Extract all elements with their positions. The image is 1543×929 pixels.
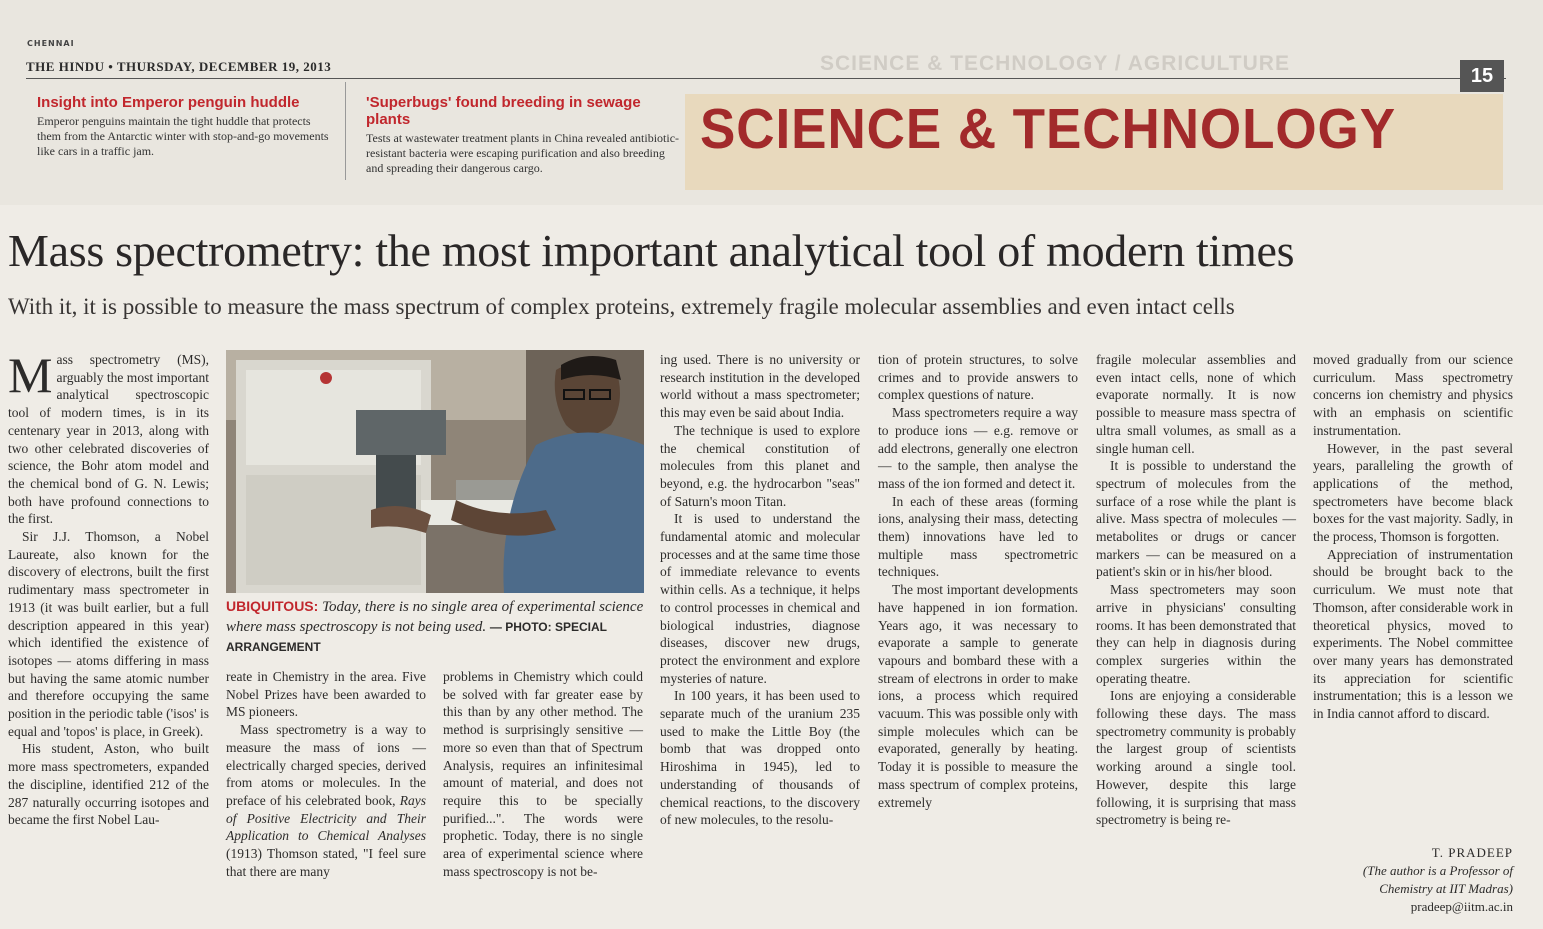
paragraph: His student, Aston, who built more mass spectrometers, expanded the discipline, identified 212 of the 287 naturally occurring isotopes and became the first Nobel Lau-	[8, 741, 209, 828]
teaser-title: 'Superbugs' found breeding in sewage plants	[366, 94, 641, 128]
bleed-through-text: SCIENCE & TECHNOLOGY / AGRICULTURE	[820, 52, 1290, 75]
author-signature	[1313, 844, 1513, 916]
section-banner: SCIENCE & TECHNOLOGY	[700, 97, 1397, 161]
paragraph: Ions are enjoying a considerable following these days. The mass spectrometry community is probably the largest group of scientists working around a single tool. However, despite this large following, it is surprising that mass spectrometry is being re-	[1096, 688, 1296, 828]
author-name: T. PRADEEP	[1431, 845, 1513, 860]
paragraph: Mass spectrometry is a way to measure the mass of ions — electrically charged species, derived from atoms or molecules. In the preface of his celebrated book,	[226, 722, 426, 808]
paragraph: (1913) Thomson stated, "I feel sure that there are many	[226, 846, 426, 879]
paragraph: fragile molecular assemblies and even intact cells, none of which evaporate normally. It is now possible to measure mass spectra of ultra small volumes, as small as a single human cell.	[1096, 352, 1296, 456]
article-column-1	[8, 347, 209, 829]
article-column-2	[226, 668, 426, 880]
paragraph: reate in Chemistry in the area. Five Nobel Prizes have been awarded to MS pioneers.	[226, 669, 426, 720]
author-note: (The author is a Professor of Chemistry at IIT Madras)	[1362, 863, 1513, 896]
paragraph: It is used to understand the fundamental atomic and molecular processes and at the same time those of immediate relevance to events within cells. As a technique, it helps to control processes in chemical and biological industries, diagnose diseases, discover new drugs, protect the environment and explore mysteries of nature.	[660, 511, 860, 686]
paragraph: Appreciation of instrumentation should be brought back to the curriculum. We must note that Thomson, after considerable work in theoretical physics, moved to experiments. The Nobel committee over many years has demonstrated its appreciation for scientific instrumentation; this is a lesson we in India cannot afford to discard.	[1313, 546, 1513, 722]
teaser-penguin	[37, 94, 337, 159]
paragraph: The most important developments have happened in ion formation. Years ago, it was necessary to evaporate a sample to generate vapours and bombard these with a stream of electrons in order to make ions, a process which required vacuum. This was possible only with simple molecules which can be evaporated, generally by heating. Today it is possible to measure the mass spectrum of complex proteins, extremely	[878, 582, 1078, 810]
teaser-text: Emperor penguins maintain the tight huddle that protects them from the Antarctic winter with stop-and-go movements like cars in a traffic jam.	[37, 114, 329, 158]
lab-photo	[226, 350, 644, 593]
paragraph: moved gradually from our science curriculum. Mass spectrometry concerns ion chemistry and physics with an emphasis on scientific instrumentation.	[1313, 352, 1513, 438]
photo-illustration	[226, 350, 644, 593]
article-column-6	[1096, 351, 1296, 829]
teaser-divider	[345, 82, 346, 180]
paragraph: In each of these areas (forming ions, analysing their mass, detecting them) innovations have led to multiple mass spectrometric techniques.	[878, 493, 1078, 580]
paragraph: However, in the past several years, paralleling the growth of applications of the method, spectrometers have become black boxes for the vast majority. Sadly, in the process, Thomson is forgotten.	[1313, 440, 1513, 545]
article-column-5	[878, 351, 1078, 811]
photo-caption	[226, 597, 644, 657]
teaser-text: Tests at wastewater treatment plants in China revealed antibiotic-resistant bacteria were escaping purification and also breeding and spreading their dangerous cargo.	[366, 131, 680, 175]
paragraph: In 100 years, it has been used to separate much of the uranium 235 used to make the Little Boy (the bomb that was dropped onto Hiroshima in 1945), led to understanding of thousands of chemical reactions, to the discovery of new molecules, to the resolu-	[660, 688, 860, 828]
paragraph: problems in Chemistry which could be solved with far greater ease by this than by any other method. The method is surprisingly sensitive — more so even than that of Spectrum Analysis, requires an infinitesimal amount of material, and does not require this to be specially purified...". The words were prophetic. Today, there is no single area of experimental science where mass spectroscopy is not be-	[443, 669, 643, 879]
paragraph: Mass spectrometers may soon arrive in physicians' consulting rooms. It has been demonstrated that they can help in diagnosis during complex surgeries within the operating theatre.	[1096, 582, 1296, 686]
paragraph: Sir J.J. Thomson, a Nobel Laureate, also known for the discovery of electrons, built the first rudimentary mass spectrometer in 1913 (it was built earlier, but a full description appeared in this year) which identified the existence of isotopes — atoms differing in mass but having the same atomic number and therefore occupying the same position in the periodic table ('isos' is equal and 'topos' is place, in Greek).	[8, 529, 209, 739]
paragraph: tion of protein structures, to solve crimes and to provide answers to complex questions of nature.	[878, 352, 1078, 403]
edition-city: CHENNAI	[27, 39, 75, 48]
paragraph: It is possible to understand the spectrum of molecules from the surface of a rose while the plant is alive. Mass spectra of molecules — metabolites or drugs or cancer markers — can be measured on a patient's skin or in his/her blood.	[1096, 458, 1296, 580]
article-deck: With it, it is possible to measure the mass spectrum of complex proteins, extremely fragile molecular assemblies and even intact cells	[8, 294, 1235, 319]
caption-keyword: UBIQUITOUS:	[226, 598, 319, 614]
drop-cap: M	[8, 347, 53, 403]
dateline: THE HINDU • THURSDAY, DECEMBER 19, 2013	[26, 59, 332, 74]
masthead-rule	[26, 78, 1506, 79]
paragraph: ing used. There is no university or research institution in the developed world without a mass spectrometer; this may even be said about India.	[660, 352, 860, 421]
article-headline: Mass spectrometry: the most important analytical tool of modern times	[8, 225, 1295, 276]
page-number: 15	[1460, 60, 1504, 92]
article-column-4	[660, 351, 860, 829]
photo-credit: — PHOTO: SPECIAL ARRANGEMENT	[226, 620, 607, 654]
caption-text: Today, there is no single area of experimental science where mass spectroscopy is not being used.	[226, 599, 644, 635]
article-column-7	[1313, 351, 1513, 723]
book-title: Rays of Positive Electricity and Their Application to Chemical Analyses	[226, 792, 426, 844]
teaser-title: Insight into Emperor penguin huddle	[37, 94, 300, 111]
paragraph: ass spectrometry (MS), arguably the most important analytical spectroscopic tool of modern times, is in its centenary year in 2013, along with two other celebrated discoveries of science, the Bohr atom model and the chemical bond of G. N. Lewis; both have profound connections to the first.	[8, 352, 209, 527]
article-column-3	[443, 668, 643, 880]
paragraph: The technique is used to explore the chemical constitution of molecules from this planet and beyond, e.g. the hydrocarbon "seas" of Saturn's moon Titan.	[660, 422, 860, 509]
author-email[interactable]: pradeep@iitm.ac.in	[1410, 899, 1513, 914]
paragraph: Mass spectrometers require a way to produce ions — e.g. remove or add electrons, generally one electron — to the sample, then analyse the mass of the ion formed and detect it.	[878, 405, 1078, 491]
teaser-superbugs	[366, 94, 684, 176]
